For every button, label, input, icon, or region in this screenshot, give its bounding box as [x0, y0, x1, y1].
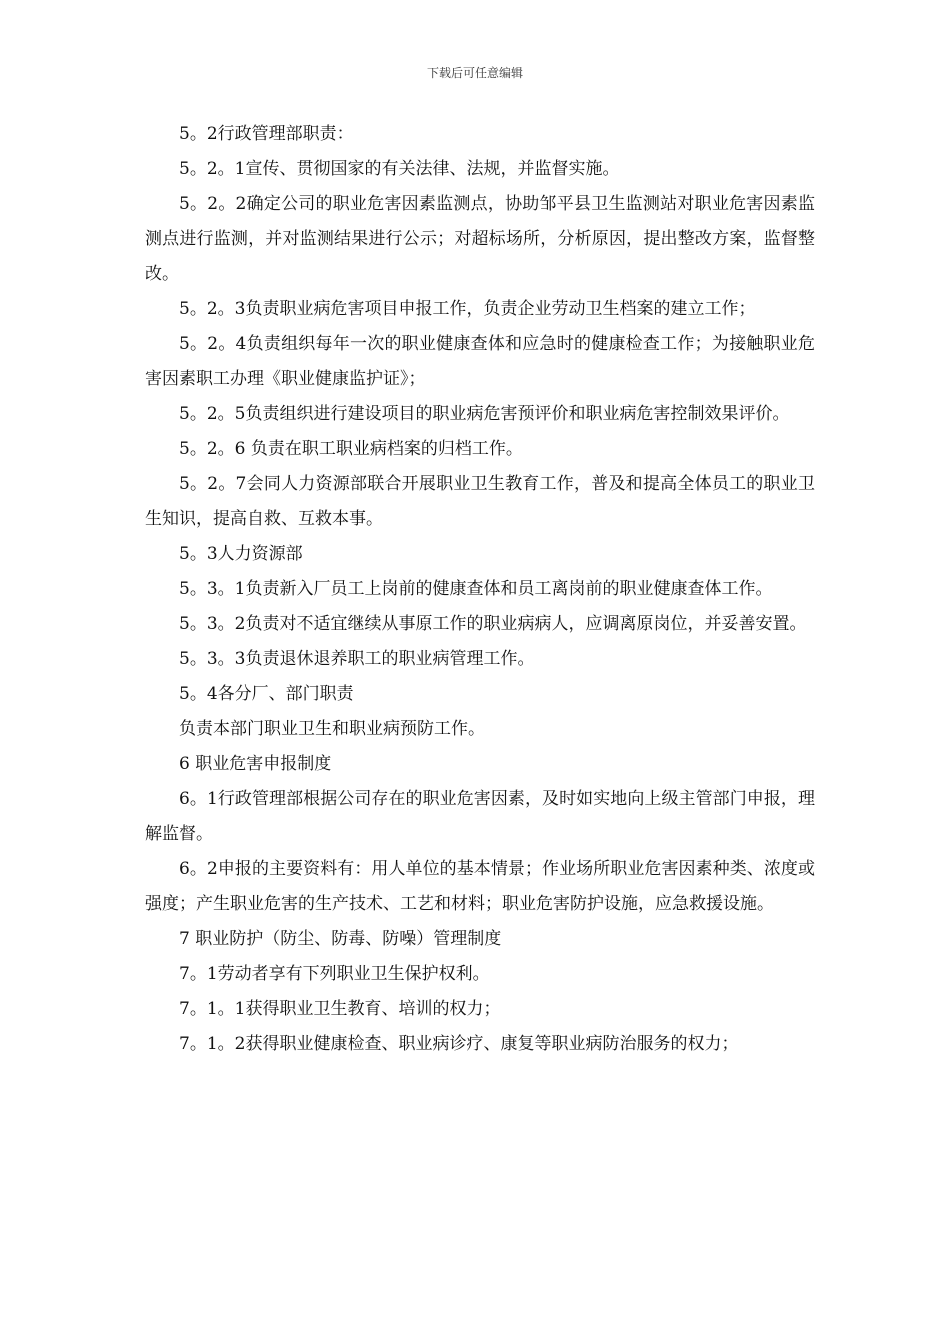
paragraph-5-2-3: 5。2。3负责职业病危害项目申报工作，负责企业劳动卫生档案的建立工作；: [179, 299, 756, 319]
paragraph-5-2-2: 5。2。2确定公司的职业危害因素监测点，协助邹平县卫生监测站对职业危害因素监测点进行监测，并对监测结果进行公示；对超标场所，分析原因，提出整改方案，监督整改。: [145, 194, 815, 284]
paragraph-5-2: 5。2行政管理部职责：: [179, 124, 354, 144]
paragraph-5-2-1: 5。2。1宣传、贯彻国家的有关法律、法规，并监督实施。: [179, 159, 620, 179]
heading-6: 6 职业危害申报制度: [179, 754, 332, 774]
paragraph-5-3-3: 5。3。3负责退休退养职工的职业病管理工作。: [179, 649, 535, 669]
heading-7: 7 职业防护（防尘、防毒、防噪）管理制度: [179, 929, 502, 949]
paragraph-6-2: 6。2申报的主要资料有：用人单位的基本情景；作业场所职业危害因素种类、浓度或强度；产生职业危害的生产技术、工艺和材料；职业危害防护设施，应急救援设施。: [145, 859, 815, 914]
paragraph-5-2-7: 5。2。7会同人力资源部联合开展职业卫生教育工作，普及和提高全体员工的职业卫生知识，提高自救、互救本事。: [145, 474, 815, 529]
paragraph-5-3-2: 5。3。2负责对不适宜继续从事原工作的职业病病人，应调离原岗位，并妥善安置。: [179, 614, 807, 634]
paragraph-5-2-6: 5。2。6 负责在职工职业病档案的归档工作。: [179, 439, 523, 459]
page-header: 下载后可任意编辑: [426, 66, 523, 80]
paragraph-7-1: 7。1劳动者享有下列职业卫生保护权利。: [179, 964, 490, 984]
paragraph-5-4-body: 负责本部门职业卫生和职业病预防工作。: [179, 719, 485, 739]
paragraph-5-4: 5。4各分厂、部门职责: [179, 684, 354, 704]
paragraph-5-3: 5。3人力资源部: [179, 544, 303, 564]
document-body: [145, 117, 815, 1062]
paragraph-5-2-4: 5。2。4负责组织每年一次的职业健康查体和应急时的健康检查工作；为接触职业危害因素职工办理《职业健康监护证》；: [145, 334, 815, 389]
paragraph-6-1: 6。1行政管理部根据公司存在的职业危害因素，及时如实地向上级主管部门申报，理解监督。: [145, 789, 815, 844]
paragraph-5-2-5: 5。2。5负责组织进行建设项目的职业病危害预评价和职业病危害控制效果评价。: [179, 404, 790, 424]
paragraph-5-3-1: 5。3。1负责新入厂员工上岗前的健康查体和员工离岗前的职业健康查体工作。: [179, 579, 773, 599]
paragraph-7-1-2: 7。1。2获得职业健康检查、职业病诊疗、康复等职业病防治服务的权力；: [179, 1034, 739, 1054]
paragraph-7-1-1: 7。1。1获得职业卫生教育、培训的权力；: [179, 999, 501, 1019]
